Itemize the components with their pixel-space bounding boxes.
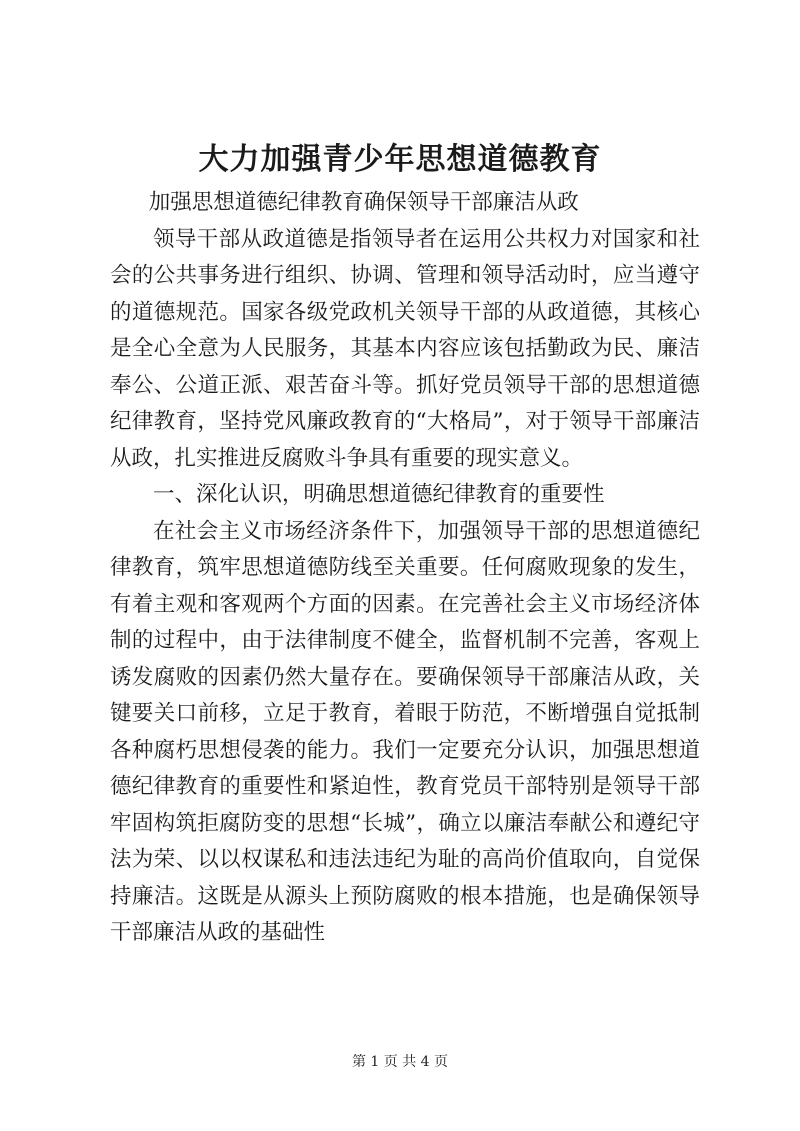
page-footer: 第 1 页 共 4 页: [351, 1054, 449, 1070]
document-title: 大力加强青少年思想道德教育: [198, 142, 602, 177]
paragraph-intro: 领导干部从政道德是指领导者在运用公共权力对国家和社会的公共事务进行组织、协调、管理和领导活动时，应当遵守的道德规范。国家各级党政机关领导干部的从政道德，其核心是全心全意为人民服务，其基本内容应该包括勤政为民、廉洁奉公、公道正派、艰苦奋斗等。抓好党员领导干部的思想道德纪律教育，坚持党风廉政教育的“大格局”，对于领导干部廉洁从政，扎实推进反腐败斗争具有重要的现实意义。: [110, 226, 700, 471]
document-body: [110, 185, 700, 952]
paragraph-section-1: 在社会主义市场经济条件下，加强领导干部的思想道德纪律教育，筑牢思想道德防线至关重要。任何腐败现象的发生，有着主观和客观两个方面的因素。在完善社会主义市场经济体制的过程中，由于法律制度不健全，监督机制不完善，客观上诱发腐败的因素仍然大量存在。要确保领导干部廉洁从政，关键要关口前移，立足于教育，着眼于防范，不断增强自觉抵制各种腐朽思想侵袭的能力。我们一定要充分认识，加强思想道德纪律教育的重要性和紧迫性，教育党员干部特别是领导干部牢固构筑拒腐防变的思想“长城”，确立以廉洁奉献公和遵纪守法为荣、以以权谋私和违法违纪为耻的高尚价值取向，自觉保持廉洁。这既是从源头上预防腐败的根本措施，也是确保领导干部廉洁从政的基础性: [110, 518, 700, 945]
document-subtitle: 加强思想道德纪律教育确保领导干部廉洁从政: [148, 190, 579, 215]
section-heading-1: 一、深化认识，明确思想道德纪律教育的重要性: [153, 482, 605, 507]
